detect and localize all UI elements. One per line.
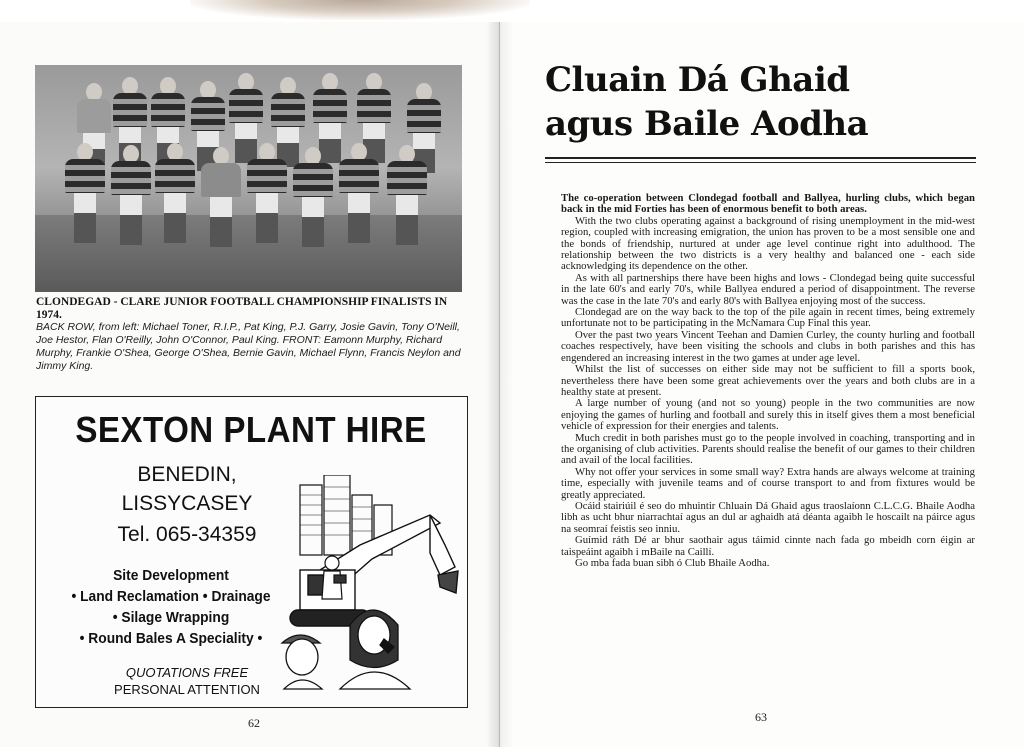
finger-shadow: [190, 0, 530, 20]
article-paragraph: Much credit in both parishes must go to the people involved in coaching, transporting and in the organising of club activities. Parents should realise the benefit of our games to their children and avail of the local facilities.: [561, 431, 975, 467]
article-paragraph: As with all partnerships there have been highs and lows - Clondegad being quite successful in the late 60's and early 70's, while Ballyea endured a period of disappointment. The reverse was the case in the late 70's and early 80's with Ballyea enjoying most of the success.: [561, 271, 975, 307]
article-paragraph: A large number of young (and not so young) people in the two communities are now enjoying the games of hurling and football and surely this in itself gives them a most beneficial vehicle of expression for their energies and talents.: [561, 397, 975, 433]
heading-rule-bottom: [545, 162, 976, 163]
article-paragraph-irish: Go mba fada buan sibh ó Club Bhaile Aodha.: [575, 557, 770, 569]
photo-caption-title: CLONDEGAD - CLARE JUNIOR FOOTBALL CHAMPIONSHIP FINALISTS IN 1974.: [36, 296, 448, 321]
advert-title: SEXTON PLANT HIRE: [75, 409, 427, 450]
article-paragraph: With the two clubs operating against a background of rising unemployment in the mid-west region, coupled with increasing emigration, the union has proven to be a most sensible one and the bonds of friendship, nurtured at under age level continue right into adulthood. The relationship between the two districts is a very healthy and balanced one - each side acknowledging its dependence on the other.: [561, 214, 975, 273]
photo-caption-names: BACK ROW, from left: Michael Toner, R.I.P., Pat King, P.J. Garry, Josie Gavin, Tony O'Neill, Joe Hestor, Flan O'Reilly, John O'Connor, Paul King. FRONT: Eamonn Murphy, Richard Murphy, Frankie O'Shea, George O'Shea, Bernie Gavin, Michael Flynn, Francis Neylon and Jimmy King.: [36, 321, 461, 372]
article-lead-paragraph: The co-operation between Clondegad football and Ballyea, hurling clubs, which began back in the mid Forties has been of enormous benefit to both areas.: [561, 192, 975, 216]
advert-illustration: [280, 475, 460, 690]
article-paragraph-irish: Ocáid stairiúil é seo do mhuintir Chluain Dá Ghaid agus traoslaíonn C.L.C.G. Bhaile Aodha libh as ucht bhur niarrachtaí agus an dul ar aghaidh atá déanta agaibh le hoscailt na páirce agus na seomraí feistis seo inniu.: [561, 499, 975, 535]
heading-rule-top: [545, 157, 976, 159]
article-paragraph: Why not offer your services in some small way? Extra hands are always welcome at training time, especially with juvenile teams and of course transport to and from fixtures would be greatly appreciated.: [561, 465, 975, 501]
advert-attention: PERSONAL ATTENTION: [114, 682, 260, 697]
article-heading: [545, 58, 985, 146]
advert-quotations: QUOTATIONS FREE: [125, 665, 249, 680]
article-paragraph: Clondegad are on the way back to the top of the pile again in recent times, being extremely unfortunate not to be participating in the McNamara Cup Final this year.: [561, 306, 975, 330]
article-paragraph: Over the past two years Vincent Teehan and Damien Curley, the county hurling and football coaches respectively, have been visiting the schools and clubs in both parishes and this has engendered an increasing interest in the two games at under age level.: [561, 328, 975, 364]
sexton-plant-hire-advert: [35, 396, 468, 708]
heading-line-2: agus Baile Aodha: [545, 104, 869, 144]
advert-service: • Silage Wrapping: [112, 609, 230, 626]
article-body: [561, 193, 975, 569]
article-paragraph-irish: Guímid ráth Dé ar bhur saothair agus táimid cinnte nach fada go mbeidh corn éigin ar taispeáint agaibh i mBaile na Caillí.: [561, 534, 975, 558]
team-photo: [35, 65, 462, 292]
heading-line-1: Cluain Dá Ghaid: [545, 60, 850, 100]
advert-address-1: BENEDIN,: [137, 463, 237, 486]
advert-address-2: LISSYCASEY: [121, 492, 253, 515]
advert-service: • Round Bales A Speciality •: [79, 630, 263, 647]
page-number-left: 62: [248, 716, 260, 730]
advert-services-list: [50, 565, 291, 649]
page-number-right: 63: [755, 710, 767, 724]
advert-service: Site Development: [113, 567, 229, 584]
article-paragraph: Whilst the list of successes on either side may not be sufficient to fill a sports book, nevertheless there have been some great achievements over the years and both clubs are in a healthy state at present.: [561, 363, 975, 398]
advert-service: • Land Reclamation • Drainage: [71, 588, 271, 605]
advert-phone: Tel. 065-34359: [117, 523, 257, 546]
